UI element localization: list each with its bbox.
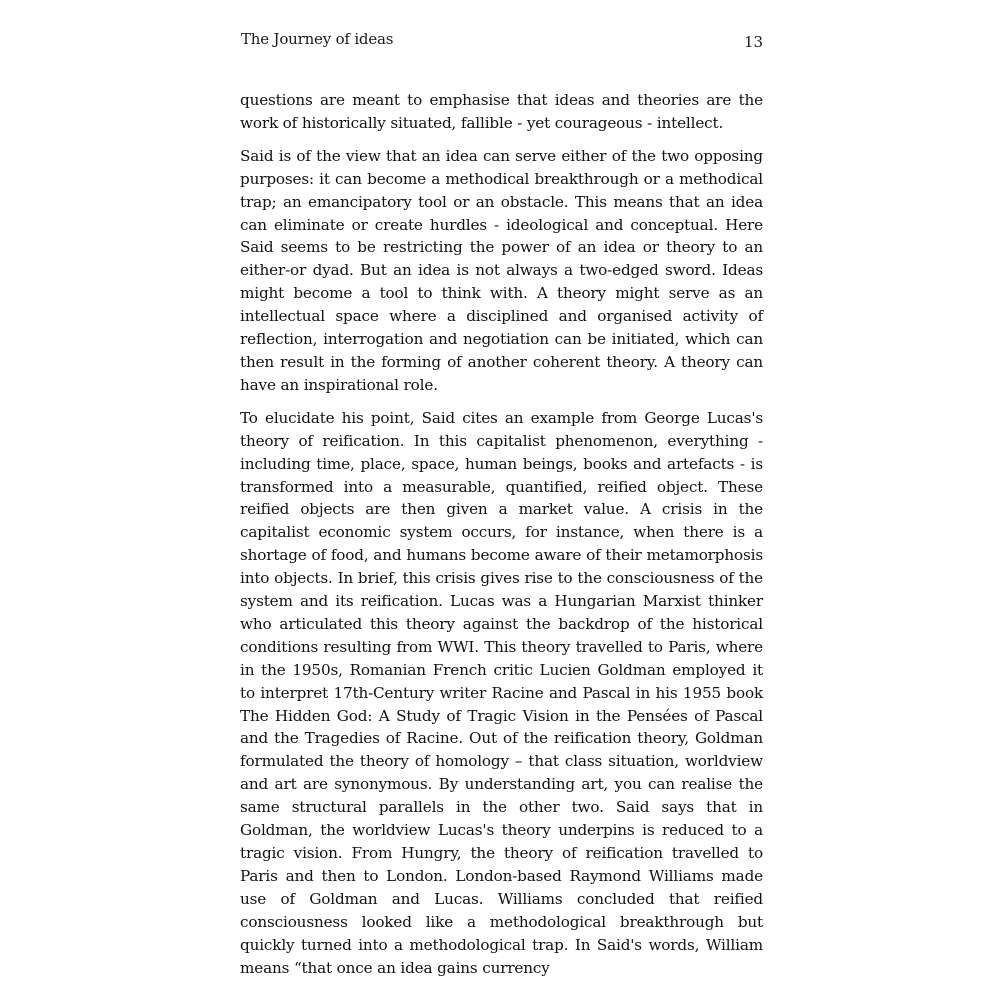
paragraph-2: Said is of the view that an idea can serve either of the two opposing purposes: it can become a methodical breakthrough or a methodical trap; an emancipatory tool or an obstacle. This means that an idea can eliminate or create hurdles - ideological and conceptual. Here Said seems to be restricting the power of an idea or theory to an either-or dyad. But an idea is not always a two-edged sword. Ideas might become a tool to think with. A theory might serve as an intellectual space where a disciplined and organised activity of reflection, interrogation and negotiation can be initiated, which can then result in the forming of another coherent theory. A theory can have an inspirational role. (240, 146, 763, 394)
page-number: 13 (744, 33, 764, 51)
paragraph-3: To elucidate his point, Said cites an example from George Lucas's theory of reification. In this capitalist phenomenon, everything - including time, place, space, human beings, books and artefacts - is transformed into a measurable, quantified, reified object. These reified objects are then given a market value. A crisis in the capitalist economic system occurs, for instance, when there is a shortage of food, and humans become aware of their metamorphosis into objects. In brief, this crisis gives rise to the consciousness of the system and its reification. Lucas was a Hungarian Marxist thinker who articulated this theory against the backdrop of the historical conditions resulting from WWI. This theory travelled to Paris, where in the 1950s, Romanian French critic Lucien Goldman employed it to interpret 17th-Century writer Racine and Pascal in his 1955 book The Hidden God: A Study of Tragic Vision in the Pensées of Pascal and the Tragedies of Racine. Out of the reification theory, Goldman formulated the theory of homology – that class situation, worldview and art are synonymous. By understanding art, you can realise the same structural parallels in the other two. Said says that in Goldman, the worldview Lucas's theory underpins is reduced to a tragic vision. From Hungry, the theory of reification travelled to Paris and then to London. London-based Raymond Williams made use of Goldman and Lucas. Williams concluded that reified consciousness looked like a methodological breakthrough but quickly turned into a methodological trap. In Said's words, William means “that once an idea gains currency (240, 408, 763, 977)
body-text (240, 89, 763, 989)
paragraph-1: questions are meant to emphasise that ideas and theories are the work of historically situated, fallible - yet courageous - intellect. (240, 91, 763, 132)
running-title: The Journey of ideas (241, 30, 394, 48)
